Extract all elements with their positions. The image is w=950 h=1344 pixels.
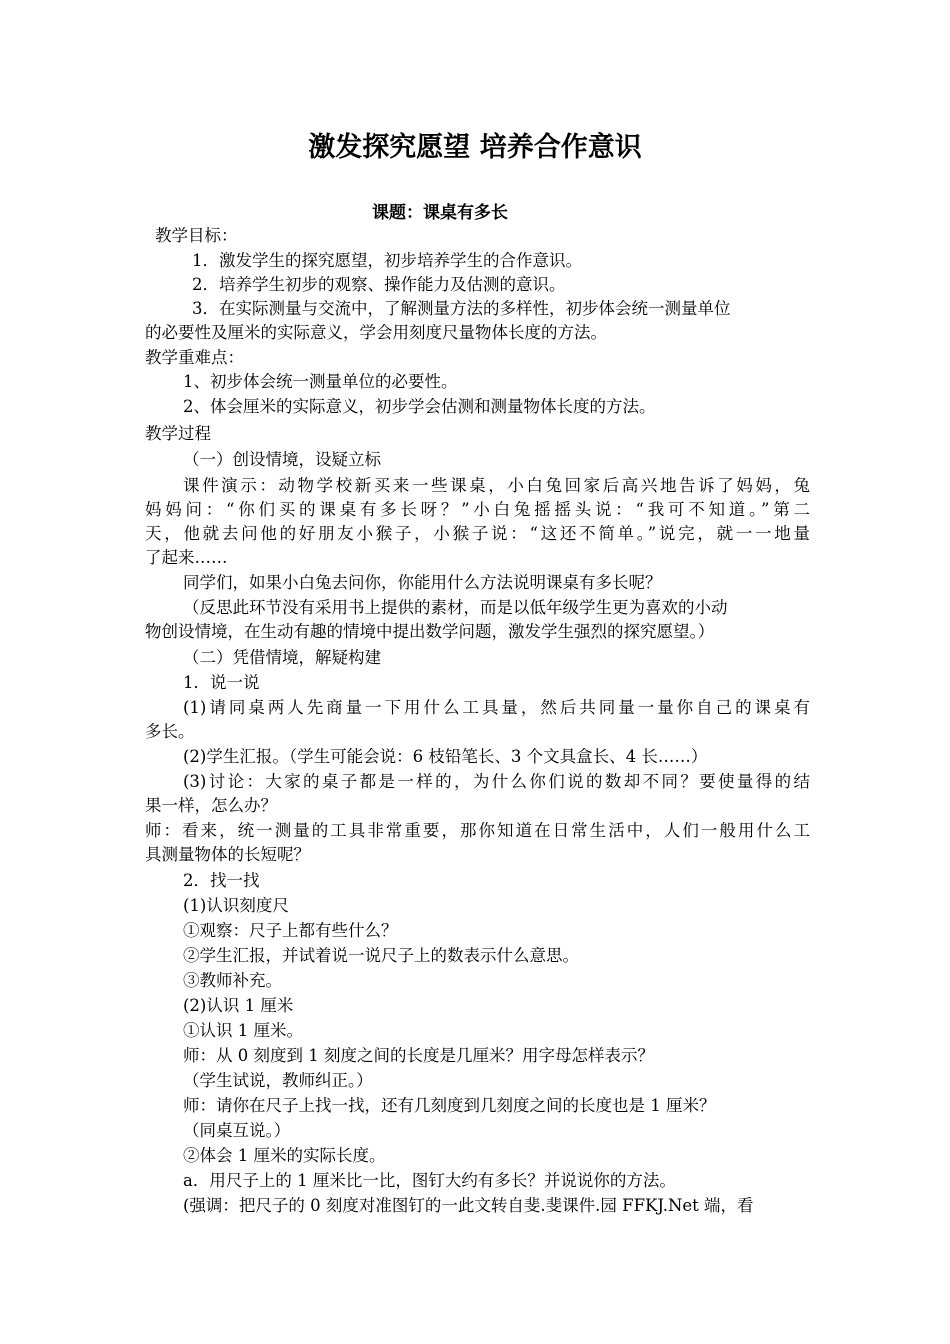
- paragraph-line: 师：请你在尺子上找一找，还有几刻度到几刻度之间的长度也是 1 厘米？: [183, 1096, 716, 1115]
- paragraph-line: (2)学生汇报。（学生可能会说：6 枝铅笔长、3 个文具盒长、4 长……）: [183, 747, 708, 766]
- section-heading: 教学过程: [145, 424, 211, 443]
- paragraph-line: 1、初步体会统一测量单位的必要性。: [183, 372, 458, 391]
- item-heading: 1．说一说: [183, 673, 260, 692]
- paragraph-line: ①观察：尺子上都有些什么？: [183, 921, 398, 940]
- paragraph-line: 了起来……: [145, 548, 228, 567]
- subsection-heading: （一）创设情境，设疑立标: [183, 450, 381, 469]
- document-title: 激发探究愿望 培养合作意识: [308, 132, 642, 163]
- paragraph-line: 多长。: [145, 722, 195, 741]
- paragraph-line: (1)请同桌两人先商量一下用什么工具量，然后共同量一量你自己的课桌有: [183, 698, 810, 717]
- paragraph-line: a．用尺子上的 1 厘米比一比，图钉大约有多长？并说说你的方法。: [183, 1171, 676, 1190]
- paragraph-line: （反思此环节没有采用书上提供的素材，而是以低年级学生更为喜欢的小动: [183, 598, 728, 617]
- paragraph-line: (强调：把尺子的 0 刻度对准图钉的一此文转自斐.斐课件.园 FFKJ.Net 端，看: [183, 1196, 754, 1215]
- paragraph-line: (1)认识刻度尺: [183, 896, 289, 915]
- paragraph-line: （学生试说，教师纠正。）: [183, 1071, 373, 1090]
- paragraph-line: 果一样，怎么办？: [145, 796, 277, 815]
- paragraph-line: （同桌互说。）: [183, 1121, 291, 1140]
- lesson-topic: 课题：课桌有多长: [372, 203, 508, 223]
- paragraph-line: 2．培养学生初步的观察、操作能力及估测的意识。: [192, 275, 566, 294]
- paragraph-line: ①认识 1 厘米。: [183, 1021, 303, 1040]
- paragraph-line: 的必要性及厘米的实际意义，学会用刻度尺量物体长度的方法。: [145, 323, 607, 342]
- paragraph-line: 2、体会厘米的实际意义，初步学会估测和测量物体长度的方法。: [183, 397, 656, 416]
- paragraph-line: 具测量物体的长短呢？: [145, 845, 310, 864]
- paragraph-line: 天，他就去问他的好朋友小猴子，小猴子说：“这还不简单。”说完，就一一地量: [145, 524, 810, 543]
- paragraph-line: 课件演示：动物学校新买来一些课桌，小白兔回家后高兴地告诉了妈妈，兔: [183, 476, 810, 495]
- paragraph-line: ②学生汇报，并试着说一说尺子上的数表示什么意思。: [183, 946, 579, 965]
- paragraph-line: 1．激发学生的探究愿望，初步培养学生的合作意识。: [192, 251, 582, 270]
- paragraph-line: 物创设情境，在生动有趣的情境中提出数学问题，激发学生强烈的探究愿望。）: [145, 622, 715, 641]
- item-heading: 2．找一找: [183, 871, 260, 890]
- section-heading: 教学目标：: [155, 226, 238, 245]
- paragraph-line: ②体会 1 厘米的实际长度。: [183, 1146, 386, 1165]
- section-heading: 教学重难点：: [145, 348, 244, 367]
- paragraph-line: 3．在实际测量与交流中，了解测量方法的多样性，初步体会统一测量单位: [192, 299, 731, 318]
- paragraph-line: (2)认识 1 厘米: [183, 996, 294, 1015]
- paragraph-line: (3)讨论：大家的桌子都是一样的，为什么你们说的数却不同？要使量得的结: [183, 772, 810, 791]
- paragraph-line: 师：看来，统一测量的工具非常重要，那你知道在日常生活中，人们一般用什么工: [145, 821, 810, 840]
- subsection-heading: （二）凭借情境，解疑构建: [183, 648, 381, 667]
- paragraph-line: 同学们，如果小白兔去问你，你能用什么方法说明课桌有多长呢？: [183, 573, 662, 592]
- paragraph-line: 妈妈问：“你们买的课桌有多长呀？”小白兔摇摇头说：“我可不知道。”第二: [145, 500, 810, 519]
- paragraph-line: ③教师补充。: [183, 971, 282, 990]
- paragraph-line: 师：从 0 刻度到 1 刻度之间的长度是几厘米？用字母怎样表示？: [183, 1046, 654, 1065]
